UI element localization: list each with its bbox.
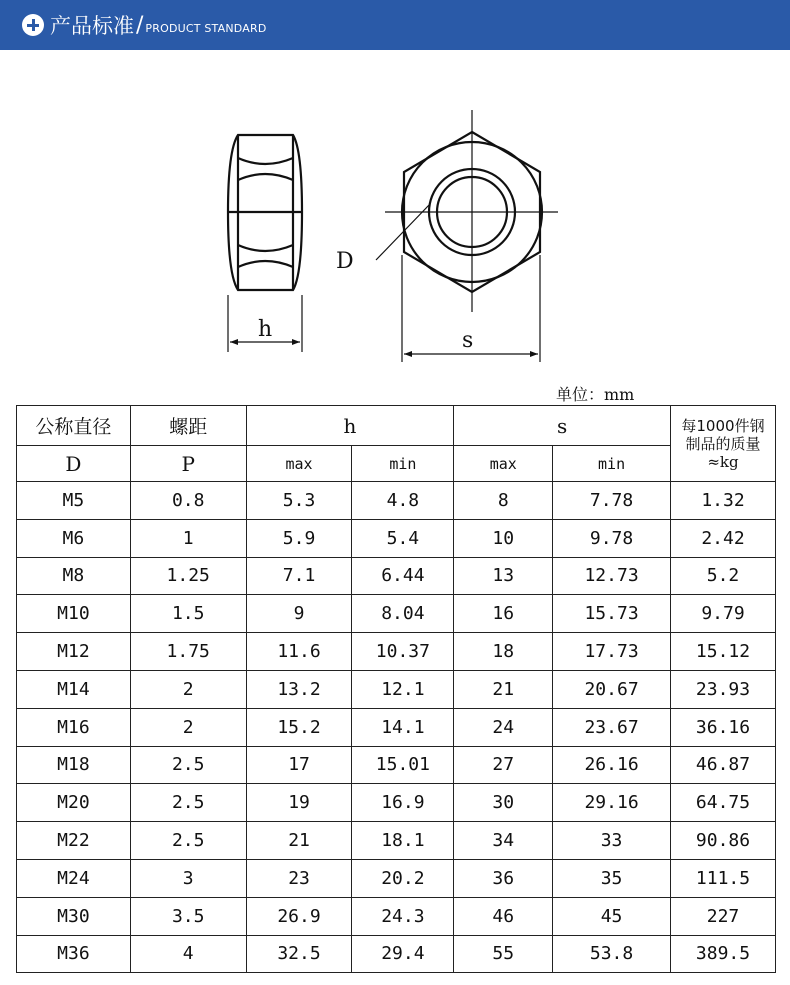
header-pitch-symbol: P: [130, 446, 246, 482]
cell-h-max: 15.2: [246, 708, 352, 746]
cell-mass: 23.93: [670, 670, 775, 708]
cell-h-min: 4.8: [352, 482, 454, 520]
cell-h-min: 5.4: [352, 519, 454, 557]
cell-s-min: 33: [553, 822, 671, 860]
cell-s-min: 12.73: [553, 557, 671, 595]
table-row: [17, 482, 776, 520]
cell-h-max: 5.3: [246, 482, 352, 520]
cell-diameter: M18: [17, 746, 131, 784]
cell-s-max: 8: [454, 482, 553, 520]
cell-pitch: 3: [130, 859, 246, 897]
header-s-max: max: [454, 446, 553, 482]
cell-h-max: 32.5: [246, 935, 352, 973]
cell-h-min: 6.44: [352, 557, 454, 595]
cell-h-max: 5.9: [246, 519, 352, 557]
cell-s-max: 24: [454, 708, 553, 746]
cell-h-max: 9: [246, 595, 352, 633]
cell-h-max: 21: [246, 822, 352, 860]
nut-drawing: [190, 100, 570, 370]
cell-s-max: 55: [454, 935, 553, 973]
cell-s-max: 34: [454, 822, 553, 860]
spec-table-body: [17, 482, 776, 973]
cell-s-max: 10: [454, 519, 553, 557]
table-row: [17, 557, 776, 595]
cell-mass: 64.75: [670, 784, 775, 822]
cell-pitch: 1: [130, 519, 246, 557]
cell-s-min: 15.73: [553, 595, 671, 633]
cell-s-min: 23.67: [553, 708, 671, 746]
cell-h-min: 29.4: [352, 935, 454, 973]
section-subtitle: PRODUCT STANDARD: [145, 21, 267, 35]
cell-s-max: 36: [454, 859, 553, 897]
cell-s-max: 13: [454, 557, 553, 595]
cell-mass: 15.12: [670, 633, 775, 671]
header-mass: [670, 406, 775, 482]
dimension-s-label: s: [462, 328, 474, 353]
cell-pitch: 2.5: [130, 822, 246, 860]
cell-h-max: 19: [246, 784, 352, 822]
cell-s-min: 20.67: [553, 670, 671, 708]
cell-h-min: 10.37: [352, 633, 454, 671]
cell-h-max: 13.2: [246, 670, 352, 708]
cell-pitch: 2.5: [130, 784, 246, 822]
spec-table: [16, 405, 776, 973]
header-diameter-symbol: D: [17, 446, 131, 482]
cell-pitch: 2: [130, 708, 246, 746]
cell-h-min: 24.3: [352, 897, 454, 935]
cell-pitch: 1.75: [130, 633, 246, 671]
header-s: s: [454, 406, 671, 446]
table-row: [17, 897, 776, 935]
cell-s-min: 7.78: [553, 482, 671, 520]
cell-h-max: 7.1: [246, 557, 352, 595]
cell-diameter: M8: [17, 557, 131, 595]
cell-pitch: 1.25: [130, 557, 246, 595]
section-title: 产品标准: [50, 14, 134, 38]
cell-s-min: 35: [553, 859, 671, 897]
cell-s-min: 53.8: [553, 935, 671, 973]
header-mass-unit: ≈kg: [707, 452, 739, 471]
header-s-min: min: [553, 446, 671, 482]
cell-s-max: 21: [454, 670, 553, 708]
cell-h-max: 17: [246, 746, 352, 784]
unit-label: 单位：mm: [556, 385, 635, 404]
cell-h-max: 23: [246, 859, 352, 897]
cell-s-min: 9.78: [553, 519, 671, 557]
cell-h-min: 12.1: [352, 670, 454, 708]
cell-pitch: 3.5: [130, 897, 246, 935]
cell-diameter: M6: [17, 519, 131, 557]
table-row: [17, 784, 776, 822]
cell-mass: 46.87: [670, 746, 775, 784]
cell-mass: 1.32: [670, 482, 775, 520]
table-row: [17, 633, 776, 671]
cell-s-max: 27: [454, 746, 553, 784]
cell-h-min: 16.9: [352, 784, 454, 822]
cell-h-min: 20.2: [352, 859, 454, 897]
table-row: [17, 708, 776, 746]
cell-s-min: 29.16: [553, 784, 671, 822]
cell-h-max: 26.9: [246, 897, 352, 935]
cell-diameter: M20: [17, 784, 131, 822]
plus-circle-icon: [22, 14, 44, 36]
cell-s-max: 18: [454, 633, 553, 671]
table-row: [17, 746, 776, 784]
dimension-h-label: h: [258, 317, 273, 342]
cell-h-min: 18.1: [352, 822, 454, 860]
cell-diameter: M30: [17, 897, 131, 935]
cell-diameter: M16: [17, 708, 131, 746]
cell-diameter: M22: [17, 822, 131, 860]
table-row: [17, 822, 776, 860]
cell-s-max: 30: [454, 784, 553, 822]
cell-pitch: 4: [130, 935, 246, 973]
table-row: [17, 519, 776, 557]
header-mass-text: 每1000件钢制品的质量: [681, 416, 765, 453]
cell-s-max: 46: [454, 897, 553, 935]
cell-s-min: 17.73: [553, 633, 671, 671]
cell-mass: 389.5: [670, 935, 775, 973]
cell-h-min: 15.01: [352, 746, 454, 784]
cell-diameter: M24: [17, 859, 131, 897]
header-h-max: max: [246, 446, 352, 482]
cell-diameter: M14: [17, 670, 131, 708]
cell-pitch: 1.5: [130, 595, 246, 633]
cell-mass: 5.2: [670, 557, 775, 595]
cell-pitch: 2.5: [130, 746, 246, 784]
section-header: [0, 0, 790, 50]
cell-h-min: 8.04: [352, 595, 454, 633]
cell-mass: 227: [670, 897, 775, 935]
cell-mass: 111.5: [670, 859, 775, 897]
cell-h-max: 11.6: [246, 633, 352, 671]
header-diameter: 公称直径: [17, 406, 131, 446]
cell-h-min: 14.1: [352, 708, 454, 746]
table-row: [17, 595, 776, 633]
cell-s-min: 45: [553, 897, 671, 935]
table-row: [17, 935, 776, 973]
cell-diameter: M12: [17, 633, 131, 671]
cell-mass: 2.42: [670, 519, 775, 557]
title-separator: /: [136, 12, 144, 38]
cell-mass: 90.86: [670, 822, 775, 860]
dimension-d-label: D: [336, 249, 354, 274]
table-row: [17, 859, 776, 897]
cell-mass: 9.79: [670, 595, 775, 633]
header-pitch: 螺距: [130, 406, 246, 446]
cell-pitch: 2: [130, 670, 246, 708]
cell-diameter: M36: [17, 935, 131, 973]
cell-s-max: 16: [454, 595, 553, 633]
cell-pitch: 0.8: [130, 482, 246, 520]
header-h-min: min: [352, 446, 454, 482]
header-h: h: [246, 406, 454, 446]
cell-diameter: M5: [17, 482, 131, 520]
cell-mass: 36.16: [670, 708, 775, 746]
table-row: [17, 670, 776, 708]
cell-diameter: M10: [17, 595, 131, 633]
cell-s-min: 26.16: [553, 746, 671, 784]
